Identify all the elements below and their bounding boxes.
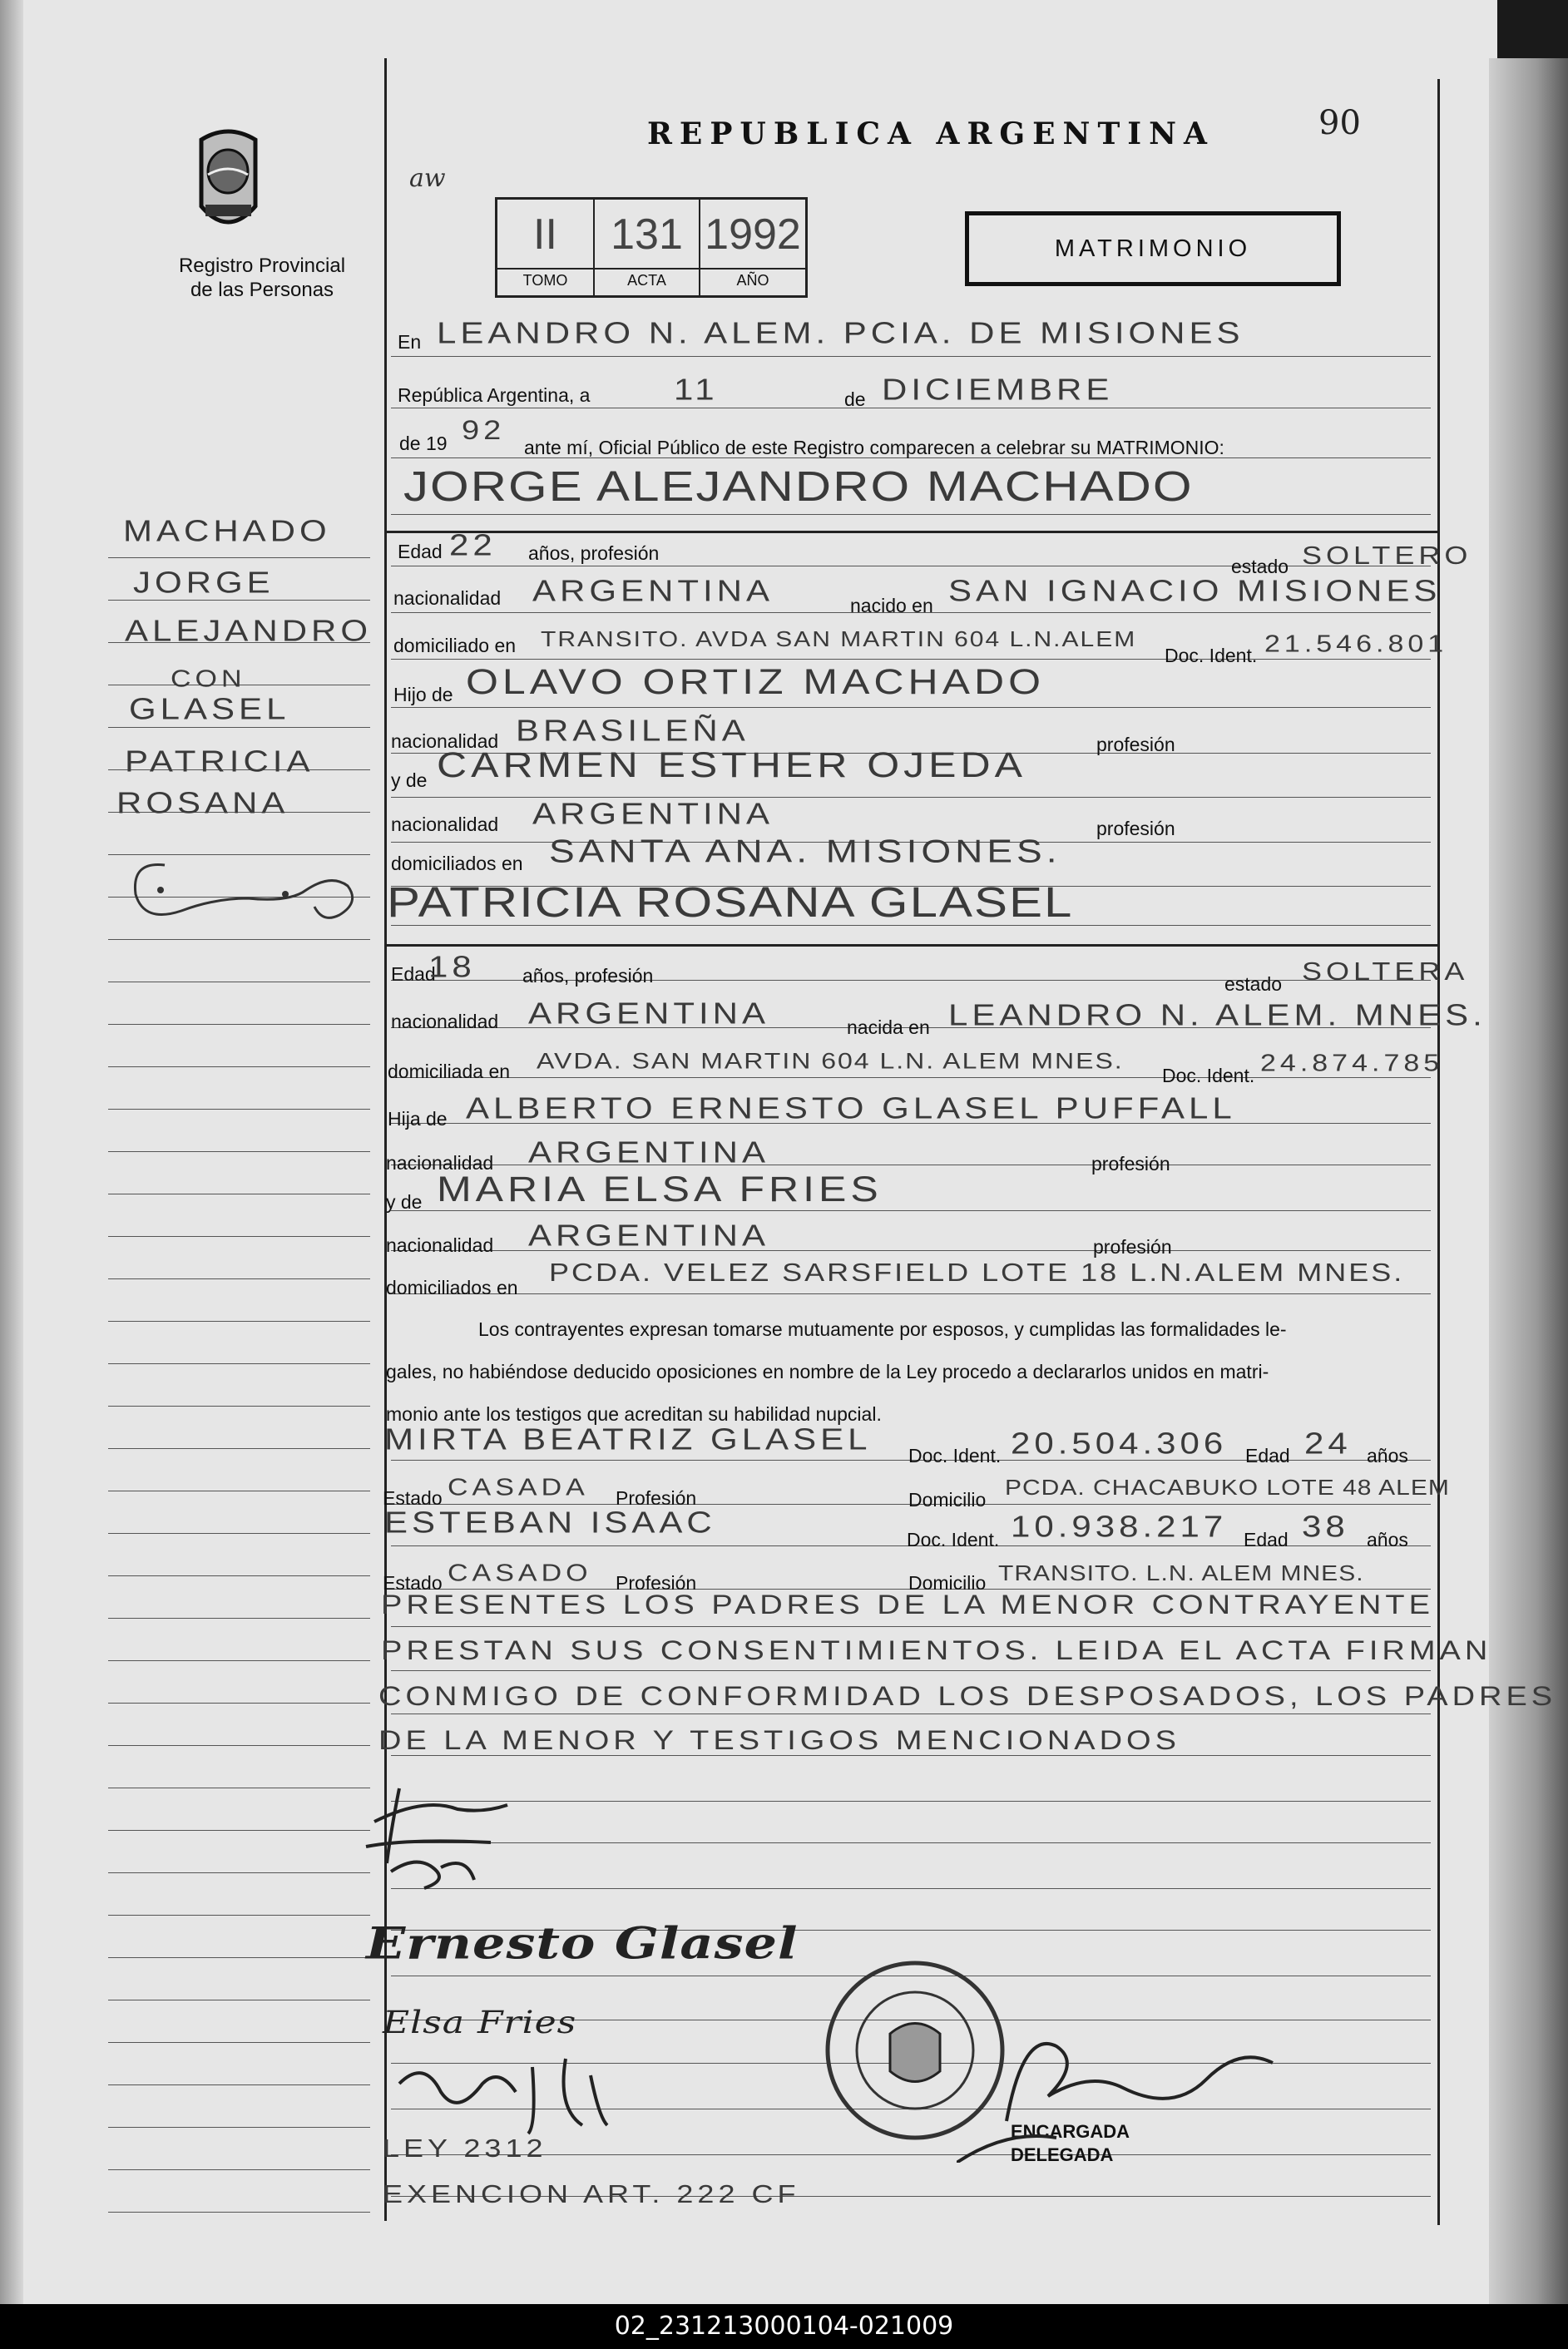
witness2-domicilio-label: Domicilio — [908, 1572, 987, 1594]
witness2-doc-label: Doc. Ident. — [907, 1529, 1000, 1550]
exencion-note: EXENCION ART. 222 CF — [383, 2179, 800, 2208]
signature-mother-icon: Elsa Fries — [383, 2005, 577, 2041]
book-spine — [0, 0, 23, 2304]
groom-mother-nationality: ARGENTINA — [532, 797, 774, 830]
margin-rule — [108, 1618, 370, 1619]
tomo-cell — [497, 200, 595, 295]
signature-official-icon — [957, 1996, 1306, 2163]
signature-groom-icon — [341, 1772, 557, 1913]
bride-age: 18 — [428, 950, 476, 983]
margin-name-line5: GLASEL — [129, 692, 290, 725]
groom-father: OLAVO ORTIZ MACHADO — [466, 661, 1046, 702]
witness2-domicilio: TRANSITO. L.N. ALEM MNES. — [998, 1562, 1364, 1586]
record-type-box: MATRIMONIO — [965, 211, 1341, 286]
groom-mother: CARMEN ESTHER OJEDA — [437, 744, 1026, 785]
coat-of-arms-icon — [193, 123, 264, 240]
en-label: En — [398, 331, 422, 353]
bride-address: AVDA. SAN MARTIN 604 L.N. ALEM MNES. — [537, 1048, 1124, 1074]
declaration-line2: gales, no habiéndose deducido oposiciones en nombre de la Ley procedo a declararlos unidos en matri- — [386, 1361, 1269, 1382]
groom-nationality: ARGENTINA — [532, 574, 774, 607]
witness1-profesion-label: Profesión — [616, 1487, 697, 1509]
margin-rule — [108, 1703, 370, 1704]
witness1-doc-label: Doc. Ident. — [908, 1445, 1002, 1466]
margin-name-line6: PATRICIA — [125, 744, 314, 778]
margin-rule — [108, 1915, 370, 1916]
intro-statement: ante mí, Oficial Público de este Registro comparecen a celebrar su MATRIMONIO: — [524, 437, 1224, 458]
year-prefix: de 19 — [399, 433, 448, 454]
witness2-name: ESTEBAN ISAAC — [384, 1506, 716, 1539]
groom-yde-label: y de — [391, 769, 428, 791]
bride-parents-address: PCDA. VELEZ SARSFIELD LOTE 18 L.N.ALEM MNES. — [549, 1258, 1405, 1287]
witness1-name: MIRTA BEATRIZ GLASEL — [384, 1422, 872, 1456]
witness2-age: 38 — [1302, 1510, 1349, 1543]
witness1-edad-label: Edad — [1245, 1445, 1290, 1466]
declaration-line3: monio ante los testigos que acreditan su habilidad nupcial. — [386, 1403, 882, 1425]
witness2-estado-label: Estado — [383, 1572, 443, 1594]
bride-section-divider — [384, 944, 1437, 947]
notes-line1: PRESENTES LOS PADRES DE LA MENOR CONTRAYENTE — [381, 1590, 1434, 1620]
acta-value: 131 — [611, 210, 683, 259]
margin-name-line1: MACHADO — [123, 514, 331, 547]
witness1-domicilio: PCDA. CHACABUKO LOTE 48 ALEM — [1005, 1476, 1450, 1501]
margin-rule — [108, 1151, 370, 1152]
tomo-value: II — [533, 210, 557, 259]
witness1-age: 24 — [1304, 1427, 1352, 1460]
margin-rule — [108, 1024, 370, 1025]
groom-estado: SOLTERO — [1302, 541, 1472, 570]
margin-rule — [108, 2169, 370, 2170]
body-rule — [391, 1293, 1431, 1294]
body-rule — [391, 514, 1431, 515]
groom-address: TRANSITO. AVDA SAN MARTIN 604 L.N.ALEM — [541, 628, 1137, 652]
margin-rule — [108, 1830, 370, 1831]
margin-rule — [108, 854, 370, 855]
margin-rule — [108, 1872, 370, 1873]
notes-line3: CONMIGO DE CONFORMIDAD LOS DESPOSADOS, LOS PADRES — [378, 1682, 1557, 1712]
notes-line2: PRESTAN SUS CONSENTIMIENTOS. LEIDA EL ACTA FIRMAN — [381, 1636, 1492, 1666]
groom-domiciliado-label: domiciliado en — [393, 635, 517, 656]
groom-nacionalidad-label: nacionalidad — [393, 587, 502, 609]
body-rule — [391, 356, 1431, 357]
margin-rule — [108, 2212, 370, 2213]
signature-witness-icon: Ernesto Glasel — [366, 1917, 799, 1970]
bride-anos-label: años, profesión — [522, 965, 654, 987]
marriage-place: LEANDRO N. ALEM. PCIA. DE MISIONES — [437, 316, 1244, 349]
groom-birthplace: SAN IGNACIO MISIONES — [948, 574, 1442, 607]
acta-cell — [595, 200, 700, 295]
groom-mother-prof-label: profesión — [1096, 818, 1175, 839]
margin-rule — [108, 2127, 370, 2128]
page-number: 90 — [1318, 104, 1361, 142]
republica-label: República Argentina, a — [398, 384, 591, 406]
bride-estado: SOLTERA — [1302, 957, 1469, 986]
marriage-month: DICIEMBRE — [882, 373, 1114, 406]
witness2-edad-label: Edad — [1244, 1529, 1289, 1550]
page-title: REPUBLICA ARGENTINA — [647, 116, 1214, 151]
bride-parents-dom-label: domiciliados en — [386, 1277, 518, 1298]
bride-edad-label: Edad — [391, 963, 436, 985]
groom-full-name: JORGE ALEJANDRO MACHADO — [403, 462, 1194, 510]
margin-rule — [108, 1066, 370, 1067]
bride-father-prof-label: profesión — [1091, 1153, 1170, 1174]
anio-value: 1992 — [705, 210, 801, 259]
groom-doc-label: Doc. Ident. — [1165, 645, 1258, 666]
groom-estado-label: estado — [1231, 556, 1289, 577]
official-line1: ENCARGADA — [1011, 2121, 1130, 2142]
image-code: 02_231213000104-021009 — [0, 2304, 1568, 2349]
groom-nacido-label: nacido en — [850, 595, 933, 616]
de-label: de — [844, 388, 866, 410]
bride-nacionalidad-label: nacionalidad — [391, 1011, 499, 1032]
groom-father-nat-label: nacionalidad — [391, 730, 499, 752]
margin-rule — [108, 1109, 370, 1110]
groom-section-divider — [384, 531, 1437, 533]
witness2-doc: 10.938.217 — [1011, 1510, 1228, 1543]
body-rule — [391, 1210, 1431, 1211]
bride-hija-label: Hija de — [388, 1108, 448, 1130]
witness1-anos-label: años — [1367, 1445, 1408, 1466]
anio-label: AÑO — [700, 268, 805, 289]
witness2-estado: CASADO — [448, 1560, 592, 1587]
margin-name-line7: ROSANA — [116, 786, 289, 819]
margin-rule — [108, 1363, 370, 1364]
right-page-border — [1437, 79, 1440, 2225]
bride-mother-prof-label: profesión — [1093, 1236, 1172, 1258]
groom-anos-label: años, profesión — [528, 542, 660, 564]
bride-doc-label: Doc. Ident. — [1162, 1065, 1255, 1086]
register-reference-box — [495, 197, 808, 298]
groom-father-nationality: BRASILEÑA — [516, 714, 749, 747]
bride-nacida-label: nacida en — [847, 1016, 930, 1038]
witness1-estado: CASADA — [448, 1474, 589, 1501]
bride-birthplace: LEANDRO N. ALEM. MNES. — [948, 998, 1486, 1031]
bride-father-nat-label: nacionalidad — [386, 1152, 494, 1174]
bride-domiciliada-label: domiciliada en — [388, 1061, 511, 1082]
bride-father: ALBERTO ERNESTO GLASEL PUFFALL — [466, 1091, 1236, 1125]
margin-rule — [108, 1278, 370, 1279]
margin-rule — [108, 600, 370, 601]
notes-line4: DE LA MENOR Y TESTIGOS MENCIONADOS — [378, 1726, 1180, 1756]
marriage-year: 92 — [462, 416, 506, 446]
body-rule — [391, 1626, 1431, 1627]
margin-rule — [108, 557, 370, 558]
margin-rule — [108, 1745, 370, 1746]
page-stack-edge — [1489, 58, 1568, 2304]
marriage-day: 11 — [674, 373, 719, 406]
groom-parents-address: SANTA ANA. MISIONES. — [549, 832, 1061, 870]
margin-rule — [108, 1406, 370, 1407]
ley-note: LEY 2312 — [383, 2134, 547, 2163]
bride-father-nationality: ARGENTINA — [528, 1135, 770, 1169]
groom-mother-nat-label: nacionalidad — [391, 813, 499, 835]
margin-name-line3: ALEJANDRO — [125, 614, 373, 647]
tomo-label: TOMO — [497, 268, 593, 289]
margin-rule — [108, 1321, 370, 1322]
margin-flourish-icon — [123, 857, 364, 923]
margin-name-line2: JORGE — [133, 566, 275, 599]
bride-full-name: PATRICIA ROSANA GLASEL — [387, 878, 1074, 926]
margin-rule — [108, 1575, 370, 1576]
groom-age: 22 — [449, 528, 497, 561]
groom-parents-dom-label: domiciliados en — [391, 853, 523, 874]
body-rule — [391, 659, 1431, 660]
margin-rule — [108, 1957, 370, 1958]
anio-cell — [700, 200, 805, 295]
witness2-profesion-label: Profesión — [616, 1572, 697, 1594]
witness2-anos-label: años — [1367, 1529, 1408, 1550]
official-line2: DELEGADA — [1011, 2144, 1114, 2165]
bride-mother-nationality: ARGENTINA — [528, 1219, 770, 1252]
handwritten-initial: aw — [409, 164, 446, 193]
registry-name: Registro Provincial de las Personas — [178, 255, 346, 301]
margin-rule — [108, 1533, 370, 1534]
bride-mother: MARIA ELSA FRIES — [437, 1169, 883, 1209]
groom-hijo-label: Hijo de — [393, 684, 453, 705]
bride-estado-label: estado — [1224, 973, 1283, 995]
margin-rule — [108, 1236, 370, 1237]
margin-rule — [108, 1448, 370, 1449]
groom-doc: 21.546.801 — [1264, 631, 1448, 658]
signature-father-icon — [391, 2042, 641, 2142]
margin-rule — [108, 2084, 370, 2085]
margin-rule — [108, 2042, 370, 2043]
margin-rule — [108, 939, 370, 940]
witness1-doc: 20.504.306 — [1011, 1427, 1228, 1460]
acta-label: ACTA — [595, 268, 699, 289]
body-rule — [391, 707, 1431, 708]
groom-father-prof-label: profesión — [1096, 734, 1175, 755]
margin-rule — [108, 727, 370, 728]
bride-yde-label: y de — [386, 1191, 423, 1213]
groom-edad-label: Edad — [398, 541, 443, 562]
margin-rule — [108, 1660, 370, 1661]
bride-mother-nat-label: nacionalidad — [386, 1234, 494, 1256]
bride-doc: 24.874.785 — [1260, 1050, 1444, 1077]
witness1-domicilio-label: Domicilio — [908, 1489, 987, 1511]
bride-nationality: ARGENTINA — [528, 996, 770, 1030]
witness1-estado-label: Estado — [383, 1487, 443, 1509]
declaration-line1: Los contrayentes expresan tomarse mutuamente por esposos, y cumplidas las formalidades le- — [478, 1318, 1287, 1340]
body-rule — [391, 1670, 1431, 1671]
margin-name-line4: CON — [171, 665, 246, 693]
